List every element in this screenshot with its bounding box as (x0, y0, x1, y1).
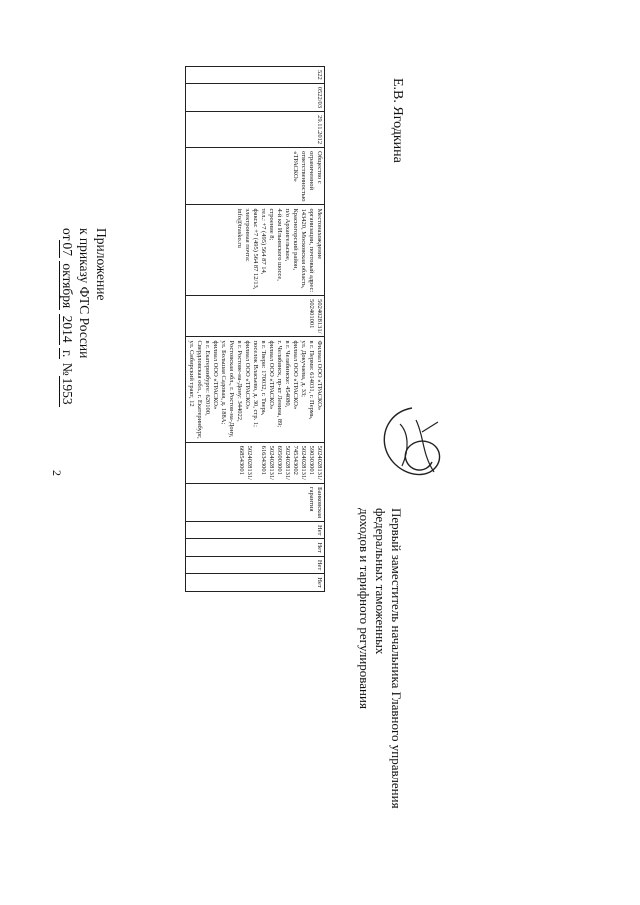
date-year-suffix: г. (60, 350, 75, 358)
cell-address: Местонахождение организации, почтовый адрес: 143420, Московская область, Красногорский район, п/о Архангельское, 4-й км Ильинского шоссе, строение 8; тел.: +7 (495) 564 87 14, факсы: +7 (495) 564 87 12/13, электронная почта: info@trasko.ru (186, 205, 325, 296)
date-month: октября (60, 263, 75, 309)
cell-guarantee: Банковская гарантия (186, 483, 325, 521)
cell-org-name: Общество с ограниченной ответственностью «ТРАСКО» (186, 148, 325, 205)
order-number: 1953 (60, 377, 75, 405)
appendix-order-ref: к приказу ФТС России (77, 228, 92, 359)
cell-flag-4: Нет (186, 574, 325, 591)
registry-table (185, 66, 325, 592)
handwritten-signature (372, 402, 452, 492)
cell-index: 522 (186, 67, 325, 84)
table-row (186, 67, 325, 592)
number-sign: № (60, 362, 75, 376)
signatory-title: Первый заместитель начальника Главного управления федеральных таможенных доходов и тарифного регулирования (357, 508, 404, 809)
date-prefix: от (60, 228, 75, 241)
cell-flag-3: Нет (186, 556, 325, 573)
cell-flag-1: Нет (186, 522, 325, 539)
date-day: 07 (60, 242, 75, 256)
date-year: 2014 (60, 315, 75, 343)
appendix-header (59, 228, 110, 407)
cell-code: 0522/03 (186, 83, 325, 111)
appendix-title: Приложение (94, 228, 109, 301)
cell-date: 29.11.2012 (186, 112, 325, 148)
appendix-date-line (59, 228, 76, 407)
signatory-name: Е.В. Ягодкина (390, 78, 405, 163)
cell-inn-kpp: 5024028131/ 502401001 (186, 296, 325, 337)
cell-branches: Филиал ООО «ТРАСКО» в г. Перми: 614031, г. Пермь, ул. Докучаева, д. 33; филиал ООО «ТРАСКО» в г. Челябинске: 454080, г. Челябинск, пр-кт Ленина, 89; филиал ООО «ТРАСКО» в г. Твери: 170032, г. Тверь, поселок Власьево, д. 30, стр. 1; филиал ООО «ТРАСКО» в г. Ростове-на-Дону: 344022, Ростовская обл., г. Ростов-на-Дону, ул. Большая Садовая, д. 188А; филиал ООО «ТРАСКО» в г. Екатеринбурге: 620100, Свердловская обл., г. Екатеринбург, ул. Сибирский тракт, 12 (186, 337, 325, 442)
page-number: 2 (50, 470, 64, 476)
cell-flag-2: Нет (186, 539, 325, 556)
cell-branch-inn-kpp: 5024028131/ 590303001 5024028131/ 745343002 5024028131/ 695003001 5024028131/ 616343001 5024028131/ 668543001 (186, 442, 325, 483)
